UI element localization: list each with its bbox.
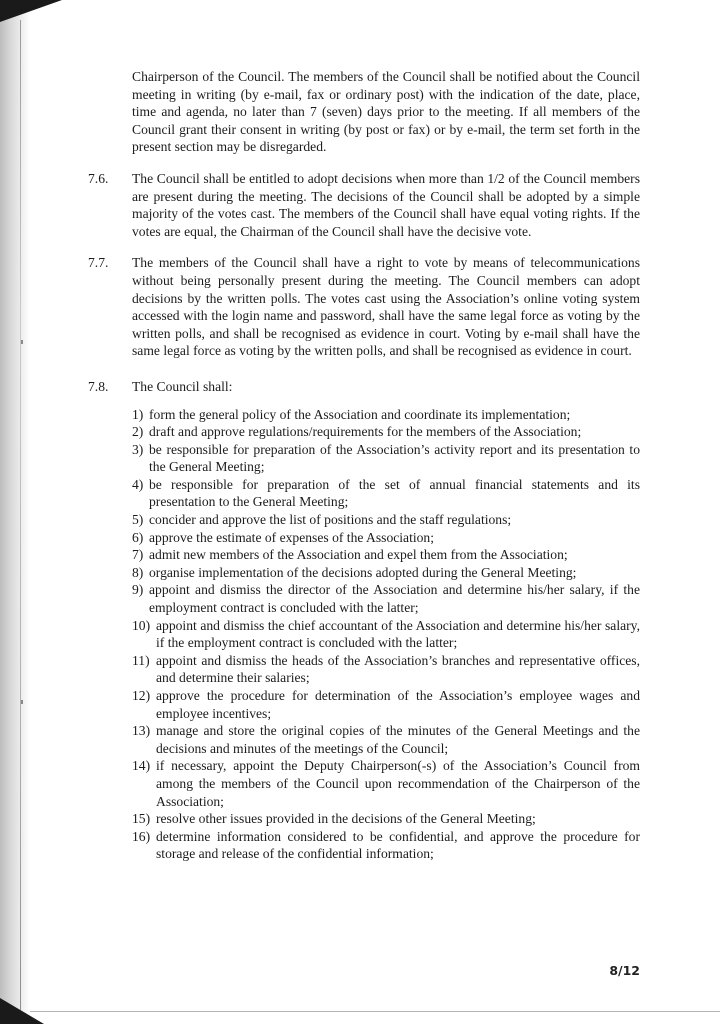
section-number: 7.8. [88, 378, 109, 394]
bottom-scan-line [30, 1011, 720, 1012]
list-item: 1) form the general policy of the Association and coordinate its implementation; [132, 406, 571, 422]
document-page [88, 68, 640, 863]
list-item: 10) appoint and dismiss the chief accountant of the Association and determine his/her salary, if the employment contract is concluded with the latter; [132, 617, 640, 651]
list-item: 11) appoint and dismiss the heads of the Association’s branches and representative offices, and determine their salaries; [132, 652, 640, 686]
list-item: 4) be responsible for preparation of the set of annual financial statements and its presentation to the General Meeting; [132, 476, 640, 510]
list-item: 14) if necessary, appoint the Deputy Chairperson(-s) of the Association’s Council from among the members of the Council upon recommendation of the Chairperson of the Association; [132, 758, 640, 809]
list-item: 7) admit new members of the Association and expel them from the Association; [132, 547, 568, 563]
list-item: 13) manage and store the original copies of the minutes of the General Meetings and the decisions and minutes of the meetings of the Council; [132, 723, 640, 756]
section-7-8 [88, 378, 640, 863]
section-number: 7.6. [88, 170, 109, 186]
council-duties-list [132, 406, 640, 863]
section-text: The Council shall be entitled to adopt decisions when more than 1/2 of the Council members are present during the meeting. The decisions of the Council shall be adopted by a simple majority of the votes cast. The members of the Council shall have equal voting rights. If the votes are equal, the Chairman of the Council shall have the decisive vote. [132, 170, 640, 239]
list-item: 12) approve the procedure for determination of the Association’s employee wages and employee incentives; [132, 688, 640, 721]
list-item: 2) draft and approve regulations/requirements for the members of the Association; [132, 424, 582, 440]
list-item: 3) be responsible for preparation of the Association’s activity report and its presentation to the General Meeting; [132, 441, 640, 475]
section-7-7 [88, 254, 640, 360]
intro-paragraph: Chairperson of the Council. The members of the Council shall be notified about the Council meeting in writing (by e-mail, fax or ordinary post) with the indication of the date, place, time and agenda, no later than 7 (seven) days prior to the meeting. If all members of the Council grant their consent in writing (by post or fax) or by e-mail, the term set forth in the present section may be disregarded. [132, 69, 640, 155]
corner-mark-top [0, 0, 62, 22]
list-item: 8) organise implementation of the decisions adopted during the General Meeting; [132, 564, 577, 580]
spine-line [20, 20, 21, 1010]
list-item: 6) approve the estimate of expenses of the Association; [132, 529, 435, 545]
list-item: 16) determine information considered to be confidential, and approve the procedure for storage and release of the confidential information; [132, 828, 640, 862]
list-item: 5) concider and approve the list of positions and the staff regulations; [132, 512, 512, 528]
binding-shadow [0, 0, 30, 1024]
scan-dot [21, 700, 23, 704]
list-item: 9) appoint and dismiss the director of the Association and determine his/her salary, if the employment contract is concluded with the latter; [132, 582, 640, 616]
scan-dot [21, 340, 23, 344]
section-number: 7.7. [88, 255, 109, 271]
section-text: The Council shall: [132, 378, 233, 394]
list-item: 15) resolve other issues provided in the decisions of the General Meeting; [132, 811, 536, 827]
page-number: 8/12 [609, 963, 640, 978]
section-text: The members of the Council shall have a right to vote by means of telecommunications without being personally present during the meeting. The Council members can adopt decisions by the written polls. The votes cast using the Association’s online voting system accessed with the login name and password, shall have the same legal force as voting by the written polls, and shall be recognised as evidence in court. Voting by e-mail shall have the same legal force as voting by the written polls, and shall be recognised as evidence in court. [132, 255, 640, 359]
section-7-6 [88, 170, 640, 240]
